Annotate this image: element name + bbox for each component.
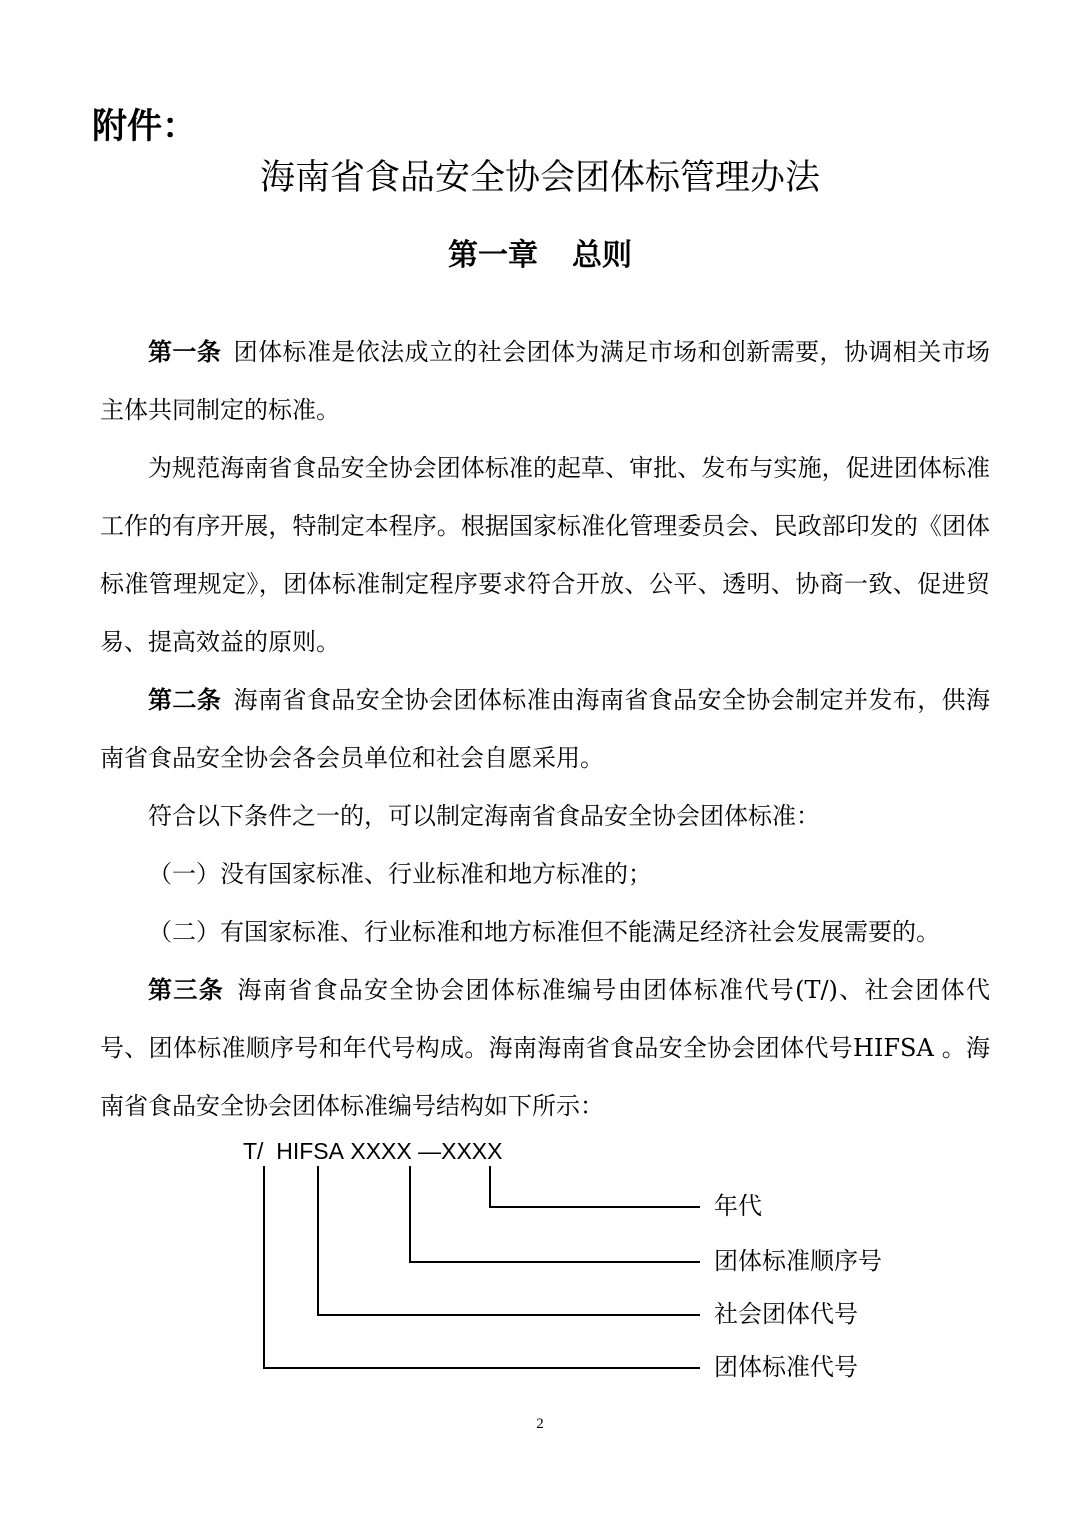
paragraph-text: 团体标准是依法成立的社会团体为满足市场和创新需要，协调相关市场主体共同制定的标准。 [100, 338, 991, 424]
paragraph-text: 符合以下条件之一的，可以制定海南省食品安全协会团体标准： [148, 802, 820, 830]
paragraph-text: 为规范海南省食品安全协会团体标准的起草、审批、发布与实施，促进团体标准工作的有序开展，特制定本程序。根据国家标准化管理委员会、民政部印发的《团体标准管理规定》，团体标准制定程序要求符合开放、公平、透明、协商一致、促进贸易、提高效益的原则。 [100, 454, 990, 656]
code-org: HIFSA [276, 1138, 344, 1164]
connector-org [318, 1166, 700, 1315]
label-standard-code: 团体标准代号 [714, 1353, 858, 1381]
paragraph-text: 海南省食品安全协会团体标准由海南省食品安全协会制定并发布，供海南省食品安全协会各会员单位和社会自愿采用。 [100, 686, 991, 772]
code-seq: XXXX [350, 1138, 412, 1164]
connector-standard [264, 1166, 700, 1368]
attachment-label: 附件： [92, 107, 198, 147]
paragraph-text: 海南省食品安全协会团体标准编号由团体标准代号(T/)、社会团体代号、团体标准顺序号和年代号构成。海南海南省食品安全协会团体代号HIFSA 。海南省食品安全协会团体标准编号结构如下所示： [100, 976, 991, 1120]
page-number: 2 [536, 1416, 544, 1432]
article-lead: 第一条 [148, 338, 222, 366]
label-org-code: 社会团体代号 [714, 1300, 858, 1328]
chapter-number: 第一章 [448, 238, 538, 273]
code-prefix: T/ [243, 1138, 264, 1164]
chapter-name: 总则 [572, 238, 632, 273]
paragraph-text: （二）有国家标准、行业标准和地方标准但不能满足经济社会发展需要的。 [148, 918, 940, 946]
article-lead: 第三条 [148, 976, 225, 1004]
label-sequence-number: 团体标准顺序号 [714, 1247, 882, 1275]
label-year: 年代 [714, 1192, 762, 1220]
code-year: —XXXX [418, 1138, 503, 1164]
connector-year [490, 1166, 700, 1207]
document-title: 海南省食品安全协会团体标管理办法 [259, 158, 820, 198]
connector-sequence [410, 1166, 700, 1262]
paragraph-text: （一）没有国家标准、行业标准和地方标准的； [148, 860, 652, 888]
article-lead: 第二条 [148, 686, 222, 714]
